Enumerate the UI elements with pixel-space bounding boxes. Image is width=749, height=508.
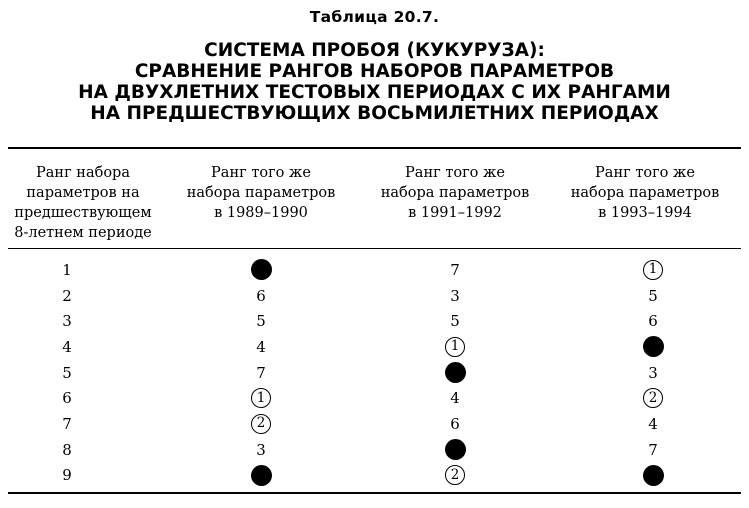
circled-number: 1 — [251, 388, 271, 408]
filled-circle-mark — [445, 362, 466, 383]
table-title — [0, 40, 749, 124]
circled-number: 1 — [445, 337, 465, 357]
rank-1991-1992-cell: 7 — [450, 260, 460, 279]
filled-circle-mark — [643, 465, 664, 486]
rank-1991-1992-cell: 5 — [450, 312, 460, 331]
prior-rank-cell: 3 — [62, 312, 72, 331]
prior-rank-cell: 4 — [62, 337, 72, 356]
rank-1989-1990-cell: 4 — [256, 337, 266, 356]
table-row — [0, 257, 749, 283]
header-line: набора параметров — [186, 185, 336, 201]
rank-1993-1994-cell: 6 — [648, 312, 658, 331]
filled-circle-mark — [643, 336, 664, 357]
table-row — [0, 283, 749, 309]
prior-rank-cell: 6 — [62, 389, 72, 408]
header-prior-rank — [8, 163, 158, 243]
rank-1989-1990-cell — [231, 385, 291, 411]
rank-1991-1992-cell — [425, 437, 485, 463]
header-line: предшествующем — [14, 205, 152, 221]
rank-1989-1990-cell: 7 — [256, 363, 266, 382]
circled-number: 1 — [643, 260, 663, 280]
header-line: в 1989–1990 — [214, 205, 308, 221]
header-line: в 1991–1992 — [408, 205, 502, 221]
prior-rank-cell: 9 — [62, 466, 72, 485]
prior-rank-cell: 5 — [62, 363, 72, 382]
header-line: параметров на — [26, 185, 140, 201]
rank-1991-1992-cell — [425, 334, 485, 360]
header-line: набора параметров — [570, 185, 720, 201]
circled-number: 2 — [643, 388, 663, 408]
rank-1989-1990-cell: 5 — [256, 312, 266, 331]
header-line: набора параметров — [380, 185, 530, 201]
rank-1993-1994-cell — [623, 385, 683, 411]
circled-number: 2 — [251, 414, 271, 434]
table-row — [0, 360, 749, 386]
filled-circle-mark — [251, 259, 272, 280]
rank-1989-1990-cell: 6 — [256, 286, 266, 305]
prior-rank-cell: 1 — [62, 260, 72, 279]
table-row — [0, 463, 749, 489]
header-line: Ранг набора — [36, 165, 130, 181]
filled-circle-mark — [445, 439, 466, 460]
prior-rank-cell: 2 — [62, 286, 72, 305]
rank-1989-1990-cell — [231, 411, 291, 437]
title-line-3: НА ДВУХЛЕТНИХ ТЕСТОВЫХ ПЕРИОДАХ С ИХ РАНГАМИ — [78, 82, 671, 103]
rank-1993-1994-cell: 5 — [648, 286, 658, 305]
rank-1989-1990-cell: 3 — [256, 440, 266, 459]
rank-1993-1994-cell — [623, 463, 683, 489]
rank-1993-1994-cell: 7 — [648, 440, 658, 459]
title-line-1: СИСТЕМА ПРОБОЯ (КУКУРУЗА): — [204, 40, 545, 61]
rank-1993-1994-cell — [623, 257, 683, 283]
table-body — [0, 257, 749, 488]
prior-rank-cell: 7 — [62, 414, 72, 433]
table-top-rule — [8, 147, 741, 149]
rank-1991-1992-cell — [425, 463, 485, 489]
rank-1991-1992-cell: 4 — [450, 389, 460, 408]
circled-number: 2 — [445, 465, 465, 485]
table-row — [0, 385, 749, 411]
header-line: в 1993–1994 — [598, 205, 692, 221]
header-line: Ранг того же — [595, 165, 695, 181]
header-rank-1989-1990 — [175, 163, 347, 223]
rank-1989-1990-cell — [231, 257, 291, 283]
table-row — [0, 334, 749, 360]
rank-1991-1992-cell: 3 — [450, 286, 460, 305]
table-caption: Таблица 20.7. — [309, 8, 440, 26]
header-line: Ранг того же — [211, 165, 311, 181]
table-row — [0, 308, 749, 334]
rank-1993-1994-cell: 3 — [648, 363, 658, 382]
header-rank-1993-1994 — [555, 163, 735, 223]
header-rank-1991-1992 — [355, 163, 555, 223]
table-bottom-rule — [8, 492, 741, 494]
title-line-2: СРАВНЕНИЕ РАНГОВ НАБОРОВ ПАРАМЕТРОВ — [134, 61, 615, 82]
table-row — [0, 411, 749, 437]
table-row — [0, 437, 749, 463]
header-line: 8-летнем периоде — [14, 225, 152, 241]
rank-1993-1994-cell — [623, 334, 683, 360]
rank-1991-1992-cell — [425, 360, 485, 386]
title-line-4: НА ПРЕДШЕСТВУЮЩИХ ВОСЬМИЛЕТНИХ ПЕРИОДАХ — [90, 103, 659, 124]
prior-rank-cell: 8 — [62, 440, 72, 459]
header-line: Ранг того же — [405, 165, 505, 181]
rank-1991-1992-cell: 6 — [450, 414, 460, 433]
rank-1993-1994-cell: 4 — [648, 414, 658, 433]
header-separator-rule — [8, 248, 741, 249]
rank-1989-1990-cell — [231, 463, 291, 489]
filled-circle-mark — [251, 465, 272, 486]
